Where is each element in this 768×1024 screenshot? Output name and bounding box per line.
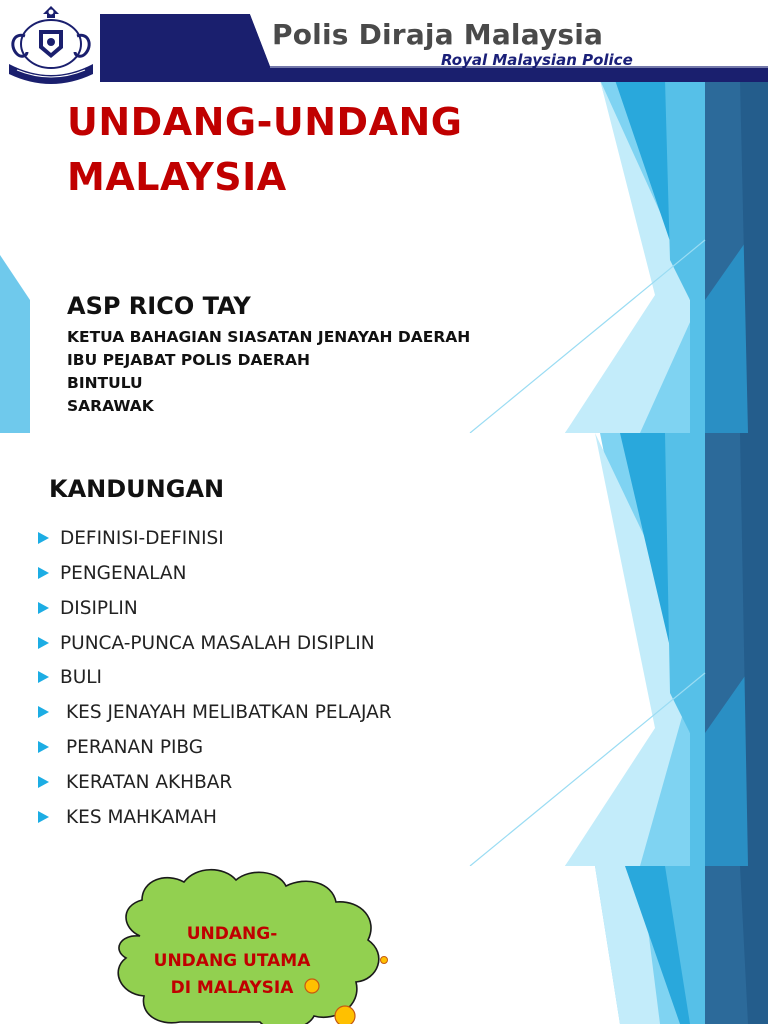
triangle-bullet-icon [38,811,49,823]
affiliation-line: BINTULU [67,374,143,392]
header-title: Polis Diraja Malaysia [272,18,604,51]
triangle-bullet-icon [38,741,49,753]
title-line-1: UNDANG-UNDANG [67,100,463,144]
list-item-label: DEFINISI-DEFINISI [60,527,224,549]
list-item [38,525,224,551]
triangle-bullet-icon [38,706,49,718]
list-item-label: DISIPLIN [60,597,138,619]
author-name: ASP RICO TAY [67,292,251,320]
affiliation-line: KETUA BAHAGIAN SIASATAN JENAYAH DAERAH [67,328,471,346]
list-item [38,664,102,690]
list-item [38,595,138,621]
triangle-bullet-icon [38,602,49,614]
cloud-text-line: UNDANG UTAMA [153,951,311,971]
cloud-text-line: UNDANG- [186,924,278,944]
slide-title [0,0,768,433]
list-item-label: KERATAN AKHBAR [66,771,233,793]
triangle-bullet-icon [38,671,49,683]
cloud-text-line: DI MALAYSIA [170,978,294,998]
triangle-bullet-icon [38,532,49,544]
triangle-bullet-icon [38,776,49,788]
triangle-bullet-icon [38,567,49,579]
affiliation-line: SARAWAK [67,397,154,415]
list-item [38,560,186,586]
police-crest-icon [3,2,99,84]
affiliation-line: IBU PEJABAT POLIS DAERAH [67,351,310,369]
triangle-bullet-icon [38,637,49,649]
slide-contents [0,433,768,866]
list-item-label: PUNCA-PUNCA MASALAH DISIPLIN [60,632,375,654]
list-item-label: KES JENAYAH MELIBATKAN PELAJAR [66,701,392,723]
header-subtitle: Royal Malaysian Police [441,51,633,69]
list-item [38,699,392,725]
list-item-label: KES MAHKAMAH [66,806,217,828]
contents-heading: KANDUNGAN [49,475,225,503]
list-item-label: PERANAN PIBG [66,736,204,758]
list-item [38,769,232,795]
title-line-2: MALAYSIA [67,155,287,199]
list-item-label: PENGENALAN [60,562,187,584]
list-item [38,630,375,656]
list-item [38,734,203,760]
list-item-label: BULI [60,666,102,688]
slide-main-laws [0,866,768,1024]
thought-cloud-icon [100,866,400,1024]
list-item [38,804,217,830]
